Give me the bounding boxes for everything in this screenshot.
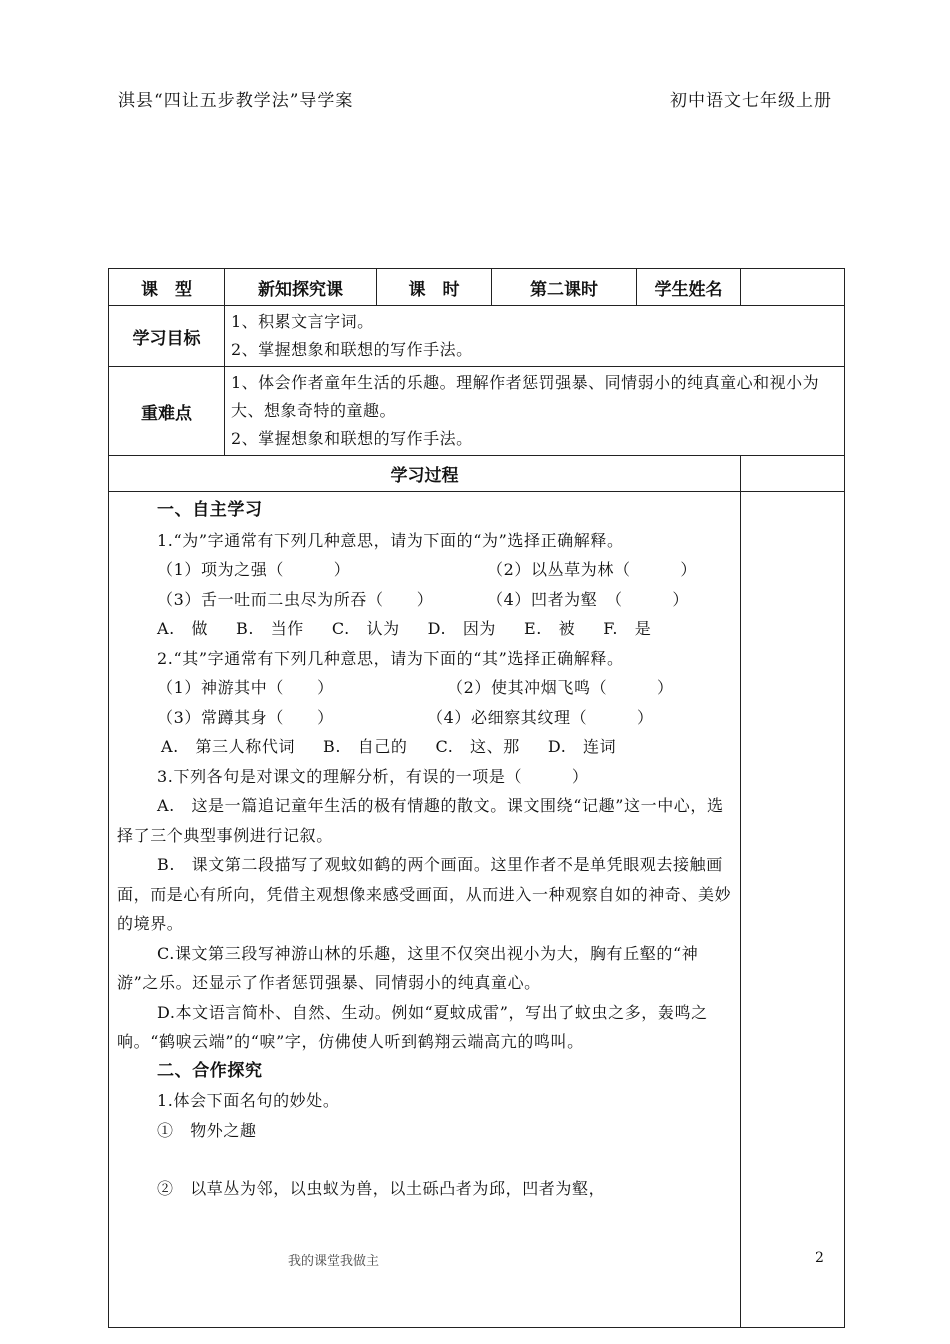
- question-3: 3.下列各句是对课文的理解分析，有误的一项是（ ）: [157, 766, 589, 786]
- key-points-content: [225, 367, 845, 456]
- student-name-field[interactable]: [741, 269, 845, 306]
- q1-item-4: （4）凹者为壑 （ ）: [487, 589, 689, 609]
- q1-option: C. 认为: [331, 619, 400, 638]
- goals-content: [225, 306, 845, 367]
- header-right: 初中语文七年级上册: [670, 91, 832, 111]
- q2-item-1: （1）神游其中（ ）: [157, 678, 334, 697]
- q1-option: B. 当作: [236, 619, 304, 638]
- q2-option: B. 自己的: [323, 737, 408, 756]
- explore-item-2: ② 以草丛为邻，以虫蚁为兽，以土砾凸者为邱，凹者为壑，: [157, 1179, 606, 1198]
- type-value: 新知探究课: [225, 269, 377, 306]
- q1-option: F. 是: [603, 619, 652, 638]
- student-name-label: 学生姓名: [637, 269, 741, 306]
- q1-option: D. 因为: [427, 619, 497, 638]
- question-1: 1.“为”字通常有下列几种意思，请为下面的“为”选择正确解释。: [157, 530, 624, 550]
- q2-option: C. 这、那: [435, 737, 520, 756]
- period-value: 第二课时: [492, 269, 637, 306]
- process-notes-header: [741, 456, 845, 492]
- q3-option-b: B. 课文第二段描写了观蚊如鹤的两个画面。这里作者不是单凭眼观去接触画面，而是心有所向，凭借主观想像来感受画面，从而进入一种观察自如的神奇、美妙的境界。: [117, 855, 732, 933]
- page-number: 2: [815, 1250, 824, 1266]
- q2-item-3: （3）常蹲其身（ ）: [157, 707, 334, 727]
- q3-option-d: D.本文语言简朴、自然、生动。例如“夏蚊成雷”，写出了蚊虫之多，轰鸣之响。“鹤唳云端”的“唳”字，仿佛使人听到鹤翔云端高亢的鸣叫。: [117, 1002, 708, 1051]
- q2-option: A. 第三人称代词: [161, 737, 296, 756]
- q1-options: [117, 614, 732, 644]
- goals-label: 学习目标: [109, 306, 225, 367]
- q2-item-4: （4）必细察其纹理（ ）: [427, 707, 654, 727]
- q2-option: D. 连词: [547, 737, 617, 756]
- lesson-plan-table: [108, 268, 844, 1328]
- process-content: [109, 492, 741, 1328]
- process-notes-column: [741, 492, 845, 1328]
- key-point-item: 1、体会作者童年生活的乐趣。理解作者惩罚强暴、同情弱小的纯真童心和视小为大、想象奇特的童趣。: [231, 373, 820, 420]
- q2-options: [117, 732, 732, 762]
- type-label: 课 型: [109, 269, 225, 306]
- goal-item: 1、积累文言字词。: [231, 312, 374, 331]
- q1-item-3: （3）舌一吐而二虫尽为所吞（ ）: [157, 589, 434, 609]
- process-title: 学习过程: [109, 456, 741, 492]
- q1-item-1: （1）项为之强（ ）: [157, 560, 351, 579]
- q3-option-c: C.课文第三段写神游山林的乐趣，这里不仅突出视小为大，胸有丘壑的“神游”之乐。还显示了作者惩罚强暴、同情弱小的纯真童心。: [117, 943, 699, 992]
- key-point-item: 2、掌握想象和联想的写作手法。: [231, 429, 473, 448]
- question-2: 2.“其”字通常有下列几种意思，请为下面的“其”选择正确解释。: [157, 648, 624, 668]
- header-left: 淇县“四让五步教学法”导学案: [118, 91, 354, 111]
- goal-item: 2、掌握想象和联想的写作手法。: [231, 340, 473, 359]
- section-self-study-title: 一、自主学习: [157, 500, 263, 520]
- q2-item-2: （2）使其冲烟飞鸣（ ）: [447, 678, 674, 697]
- section-cooperative-title: 二、合作探究: [157, 1060, 263, 1081]
- q1-item-2: （2）以丛草为林（ ）: [487, 560, 697, 579]
- explore-item-1: ① 物外之趣: [157, 1120, 257, 1140]
- period-label: 课 时: [377, 269, 492, 306]
- footer-slogan: 我的课堂我做主: [288, 1254, 380, 1269]
- q1-option: E. 被: [524, 619, 576, 638]
- explore-question-1: 1.体会下面名句的妙处。: [157, 1091, 340, 1110]
- key-points-label: 重难点: [109, 367, 225, 456]
- q1-option: A. 做: [157, 619, 209, 638]
- q3-option-a: A. 这是一篇追记童年生活的极有情趣的散文。课文围绕“记趣”这一中心，选择了三个典型事例进行记叙。: [117, 796, 724, 845]
